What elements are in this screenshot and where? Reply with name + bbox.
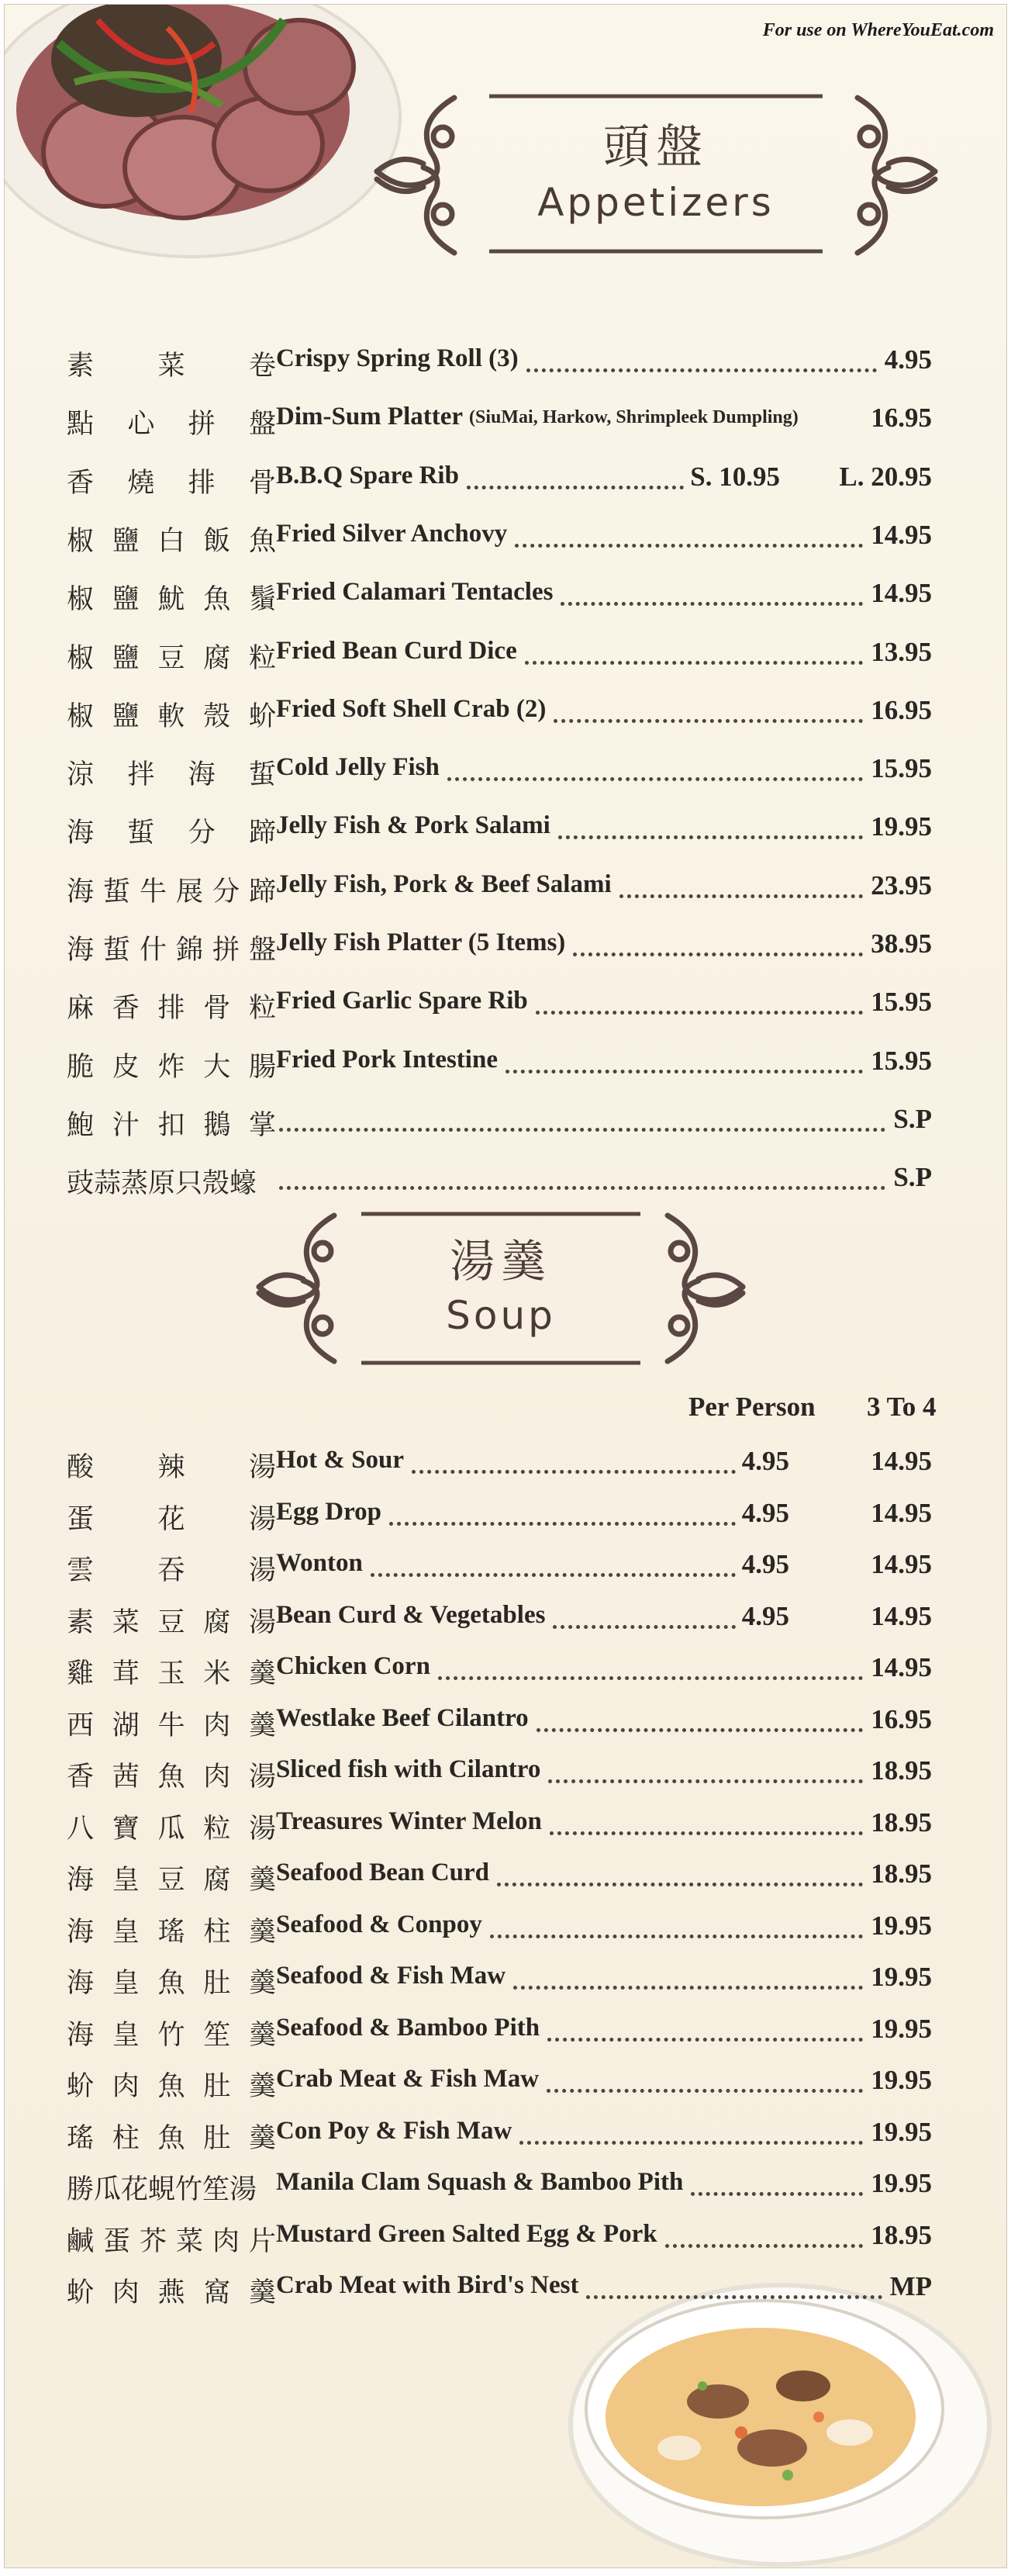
dotted-leader bbox=[526, 368, 877, 372]
menu-item-row bbox=[5, 1039, 1007, 1091]
menu-item-row bbox=[5, 2265, 1007, 2316]
menu-item-row bbox=[5, 1698, 1007, 1749]
price: MP bbox=[889, 2271, 932, 2301]
dotted-leader bbox=[412, 1470, 736, 1474]
dotted-leader bbox=[525, 661, 864, 665]
dish-name-zh: 海蜇什錦拼盤 bbox=[67, 935, 276, 966]
menu-item-row bbox=[5, 1098, 1007, 1149]
dish-name-zh: 蚧肉燕窩羹 bbox=[67, 2277, 276, 2308]
dish-name-en: Fried Garlic Spare Rib bbox=[276, 987, 528, 1015]
menu-item-row bbox=[5, 455, 1007, 507]
dish-name-zh: 海 蜇 分 蹄 bbox=[67, 818, 276, 849]
price: 18.95 bbox=[871, 1755, 932, 1786]
dish-name-en: Chicken Corn bbox=[276, 1652, 430, 1680]
dotted-leader bbox=[447, 777, 863, 781]
price-per-person: 4.95 bbox=[741, 1600, 789, 1631]
dotted-leader bbox=[619, 894, 864, 898]
dotted-leader bbox=[547, 2089, 863, 2093]
dish-name-zh: 海皇魚肚羹 bbox=[67, 1968, 276, 1999]
watermark-text: For use on WhereYouEat.com bbox=[762, 20, 994, 40]
dotted-leader bbox=[665, 2244, 864, 2248]
dotted-leader bbox=[506, 1070, 863, 1074]
soup-title-zh: 湯羹 bbox=[449, 1235, 552, 1288]
price: 16.95 bbox=[871, 694, 932, 725]
column-3-to-4: 3 To 4 bbox=[867, 1392, 937, 1422]
appetizer-plate-image bbox=[4, 4, 408, 261]
dish-name-en: Bean Curd & Vegetables bbox=[276, 1600, 546, 1629]
price: 19.95 bbox=[871, 2065, 932, 2095]
price: 14.95 bbox=[871, 1600, 932, 1631]
dish-name-en: Jelly Fish Platter (5 Items) bbox=[276, 928, 566, 956]
menu-item-row bbox=[5, 1156, 1007, 1207]
price-per-person: 4.95 bbox=[741, 1497, 789, 1528]
dish-name-zh: 瑤柱魚肚羹 bbox=[67, 2122, 276, 2154]
menu-item-row bbox=[5, 1543, 1007, 1594]
soup-banner bbox=[253, 1203, 749, 1374]
dotted-leader bbox=[553, 1625, 735, 1629]
dish-name-zh: 椒鹽白飯魚 bbox=[67, 525, 276, 557]
dish-name-zh: 香 燒 排 骨 bbox=[67, 467, 276, 499]
dish-name-en: Egg Drop bbox=[276, 1497, 381, 1526]
price: 14.95 bbox=[871, 1652, 932, 1682]
menu-item-row bbox=[5, 1801, 1007, 1852]
dish-name-zh: 海皇豆腐羹 bbox=[67, 1865, 276, 1896]
price: 19.95 bbox=[871, 2168, 932, 2198]
dotted-leader bbox=[515, 544, 863, 548]
dish-name-zh: 西湖牛肉羹 bbox=[67, 1710, 276, 1741]
menu-item-row bbox=[5, 1646, 1007, 1697]
appetizers-title-en: Appetizers bbox=[537, 180, 775, 225]
price: 19.95 bbox=[871, 2116, 932, 2147]
dish-name-zh: 麻香排骨粒 bbox=[67, 993, 276, 1025]
dish-name-en: Fried Silver Anchovy bbox=[276, 519, 508, 548]
dish-name-zh: 鹹蛋芥菜肉片 bbox=[67, 2225, 276, 2257]
price: 18.95 bbox=[871, 1859, 932, 1889]
dotted-leader bbox=[513, 1986, 863, 1990]
dish-name-zh: 勝瓜花蜆竹笙湯 bbox=[67, 2174, 257, 2205]
dish-name-en: Treasures Winter Melon bbox=[276, 1807, 542, 1835]
dish-name-zh: 香茜魚肉湯 bbox=[67, 1762, 276, 1793]
price: 19.95 bbox=[871, 811, 932, 842]
dish-name-en: Seafood & Conpoy bbox=[276, 1910, 482, 1938]
dish-name-en: Fried Pork Intestine bbox=[276, 1045, 498, 1074]
dish-name-zh: 素菜豆腐湯 bbox=[67, 1606, 276, 1638]
price: 18.95 bbox=[871, 2219, 932, 2250]
price-per-person: 4.95 bbox=[741, 1549, 789, 1579]
price: 16.95 bbox=[871, 403, 932, 434]
column-per-person: Per Person bbox=[688, 1392, 816, 1422]
dish-name-en: Crab Meat & Fish Maw bbox=[276, 2065, 540, 2093]
dish-name-zh: 海皇竹笙羹 bbox=[67, 2019, 276, 2051]
dish-name-en: Mustard Green Salted Egg & Pork bbox=[276, 2219, 657, 2248]
menu-item-row bbox=[5, 1595, 1007, 1646]
menu-item-row bbox=[5, 1852, 1007, 1903]
dotted-leader bbox=[371, 1573, 736, 1577]
menu-item-row bbox=[5, 396, 1007, 448]
price: 13.95 bbox=[871, 636, 932, 667]
dish-name-en: Wonton bbox=[276, 1549, 363, 1577]
price: 15.95 bbox=[871, 987, 932, 1018]
dotted-leader bbox=[691, 2192, 863, 2196]
menu-item-row bbox=[5, 1904, 1007, 1955]
dish-name-zh: 酸 辣 湯 bbox=[67, 1452, 276, 1483]
dish-name-en: Manila Clam Squash & Bamboo Pith bbox=[276, 2168, 684, 2196]
dish-name-zh: 雲 吞 湯 bbox=[67, 1555, 276, 1586]
dotted-leader bbox=[537, 1728, 864, 1732]
dotted-leader bbox=[490, 1935, 863, 1938]
dish-name-en: Jelly Fish & Pork Salami bbox=[276, 811, 550, 840]
menu-item-row bbox=[5, 689, 1007, 740]
dotted-leader bbox=[561, 602, 863, 606]
dotted-leader bbox=[586, 2295, 882, 2299]
dish-name-zh: 海蜇牛展分蹄 bbox=[67, 876, 276, 908]
menu-item-row bbox=[5, 631, 1007, 682]
dish-name-zh: 豉蒜蒸原只殼蠔 bbox=[67, 1168, 257, 1200]
dotted-leader bbox=[279, 1128, 885, 1132]
dish-name-en: Westlake Beef Cilantro bbox=[276, 1703, 529, 1732]
dish-name-zh: 蚧肉魚肚羹 bbox=[67, 2071, 276, 2102]
price: 16.95 bbox=[871, 1703, 932, 1734]
menu-item-row bbox=[5, 572, 1007, 623]
dish-name-zh: 椒鹽魷魚鬚 bbox=[67, 584, 276, 616]
appetizers-title-zh: 頭盤 bbox=[603, 120, 709, 175]
dish-name-en: Fried Calamari Tentacles bbox=[276, 578, 554, 607]
menu-item-row bbox=[5, 980, 1007, 1032]
menu-item-row bbox=[5, 1955, 1007, 2007]
price-per-person: 4.95 bbox=[741, 1446, 789, 1476]
menu-item-row bbox=[5, 338, 1007, 389]
dish-name-en: Sliced fish with Cilantro bbox=[276, 1755, 541, 1783]
price: 18.95 bbox=[871, 1807, 932, 1838]
menu-item-row bbox=[5, 2007, 1007, 2059]
price: 19.95 bbox=[871, 1910, 932, 1941]
dotted-leader bbox=[467, 486, 684, 489]
price: 14.95 bbox=[871, 1497, 932, 1528]
price: L. 20.95 bbox=[839, 461, 932, 492]
dish-name-en: Seafood & Bamboo Pith bbox=[276, 2013, 540, 2042]
price: 14.95 bbox=[871, 578, 932, 609]
menu-item-row bbox=[5, 2059, 1007, 2110]
price: 14.95 bbox=[871, 519, 932, 550]
dish-name-en: Jelly Fish, Pork & Beef Salami bbox=[276, 870, 612, 898]
dotted-leader bbox=[497, 1883, 863, 1886]
dish-name-en: Fried Soft Shell Crab (2) bbox=[276, 694, 547, 723]
dish-name-zh: 海皇瑤柱羹 bbox=[67, 1916, 276, 1948]
dotted-leader bbox=[548, 1779, 863, 1783]
dish-name-zh: 蛋 花 湯 bbox=[67, 1503, 276, 1535]
menu-item-row bbox=[5, 1440, 1007, 1491]
dish-name-zh: 脆皮炸大腸 bbox=[67, 1051, 276, 1083]
price: 14.95 bbox=[871, 1446, 932, 1476]
dish-note: (SiuMai, Harkow, Shrimpleek Dumpling) bbox=[469, 407, 799, 428]
menu-item-row bbox=[5, 2162, 1007, 2213]
price-small-portion: S. 10.95 bbox=[690, 461, 780, 492]
menu-item-row bbox=[5, 864, 1007, 915]
price: 15.95 bbox=[871, 1045, 932, 1076]
menu-item-row bbox=[5, 747, 1007, 798]
dotted-leader bbox=[547, 2038, 863, 2042]
dish-name-en: B.B.Q Spare Rib bbox=[276, 461, 459, 489]
soup-title-en: Soup bbox=[446, 1293, 556, 1338]
dish-name-en: Hot & Sour bbox=[276, 1446, 404, 1474]
price: 19.95 bbox=[871, 2013, 932, 2044]
dish-name-en: Crispy Spring Roll (3) bbox=[276, 344, 519, 372]
dish-name-en: Dim-Sum Platter bbox=[276, 403, 464, 431]
dish-name-en: Seafood & Fish Maw bbox=[276, 1962, 506, 1990]
price: 19.95 bbox=[871, 1962, 932, 1992]
dish-name-zh: 素 菜 卷 bbox=[67, 351, 276, 382]
dish-name-zh: 涼 拌 海 蜇 bbox=[67, 759, 276, 791]
menu-page bbox=[4, 4, 1007, 2568]
dotted-leader bbox=[550, 1831, 863, 1835]
dish-name-zh: 雞茸玉米羹 bbox=[67, 1658, 276, 1689]
price: 23.95 bbox=[871, 870, 932, 901]
menu-item-row bbox=[5, 1492, 1007, 1543]
price: S.P bbox=[893, 1162, 932, 1193]
dish-name-en: Con Poy & Fish Maw bbox=[276, 2116, 512, 2145]
menu-item-row bbox=[5, 513, 1007, 565]
menu-item-row bbox=[5, 2111, 1007, 2162]
price: 15.95 bbox=[871, 753, 932, 784]
dotted-leader bbox=[558, 835, 863, 839]
menu-item-row bbox=[5, 2214, 1007, 2265]
menu-item-row bbox=[5, 805, 1007, 856]
dish-name-zh: 鮑汁扣鵝掌 bbox=[67, 1109, 276, 1141]
dish-name-en: Cold Jelly Fish bbox=[276, 753, 440, 782]
dotted-leader bbox=[519, 2141, 863, 2145]
dish-name-zh: 點 心 拼 盤 bbox=[67, 409, 276, 441]
dotted-leader bbox=[573, 953, 863, 956]
price: 38.95 bbox=[871, 928, 932, 959]
dotted-leader bbox=[536, 1011, 863, 1015]
dish-name-zh: 椒鹽豆腐粒 bbox=[67, 642, 276, 674]
dotted-leader bbox=[389, 1522, 736, 1526]
price: 14.95 bbox=[871, 1549, 932, 1579]
dish-name-en: Crab Meat with Bird's Nest bbox=[276, 2271, 579, 2299]
dish-name-zh: 八寶瓜粒湯 bbox=[67, 1813, 276, 1845]
dish-name-zh: 椒鹽軟殼蚧 bbox=[67, 700, 276, 732]
dish-name-en: Seafood Bean Curd bbox=[276, 1859, 490, 1886]
price: S.P bbox=[893, 1103, 932, 1134]
menu-item-row bbox=[5, 1749, 1007, 1800]
price: 4.95 bbox=[884, 344, 932, 375]
dotted-leader bbox=[554, 719, 863, 723]
dotted-leader bbox=[438, 1676, 863, 1680]
dish-name-en: Fried Bean Curd Dice bbox=[276, 636, 517, 665]
appetizers-banner bbox=[369, 82, 943, 268]
dotted-leader bbox=[279, 1186, 885, 1190]
menu-item-row bbox=[5, 922, 1007, 973]
